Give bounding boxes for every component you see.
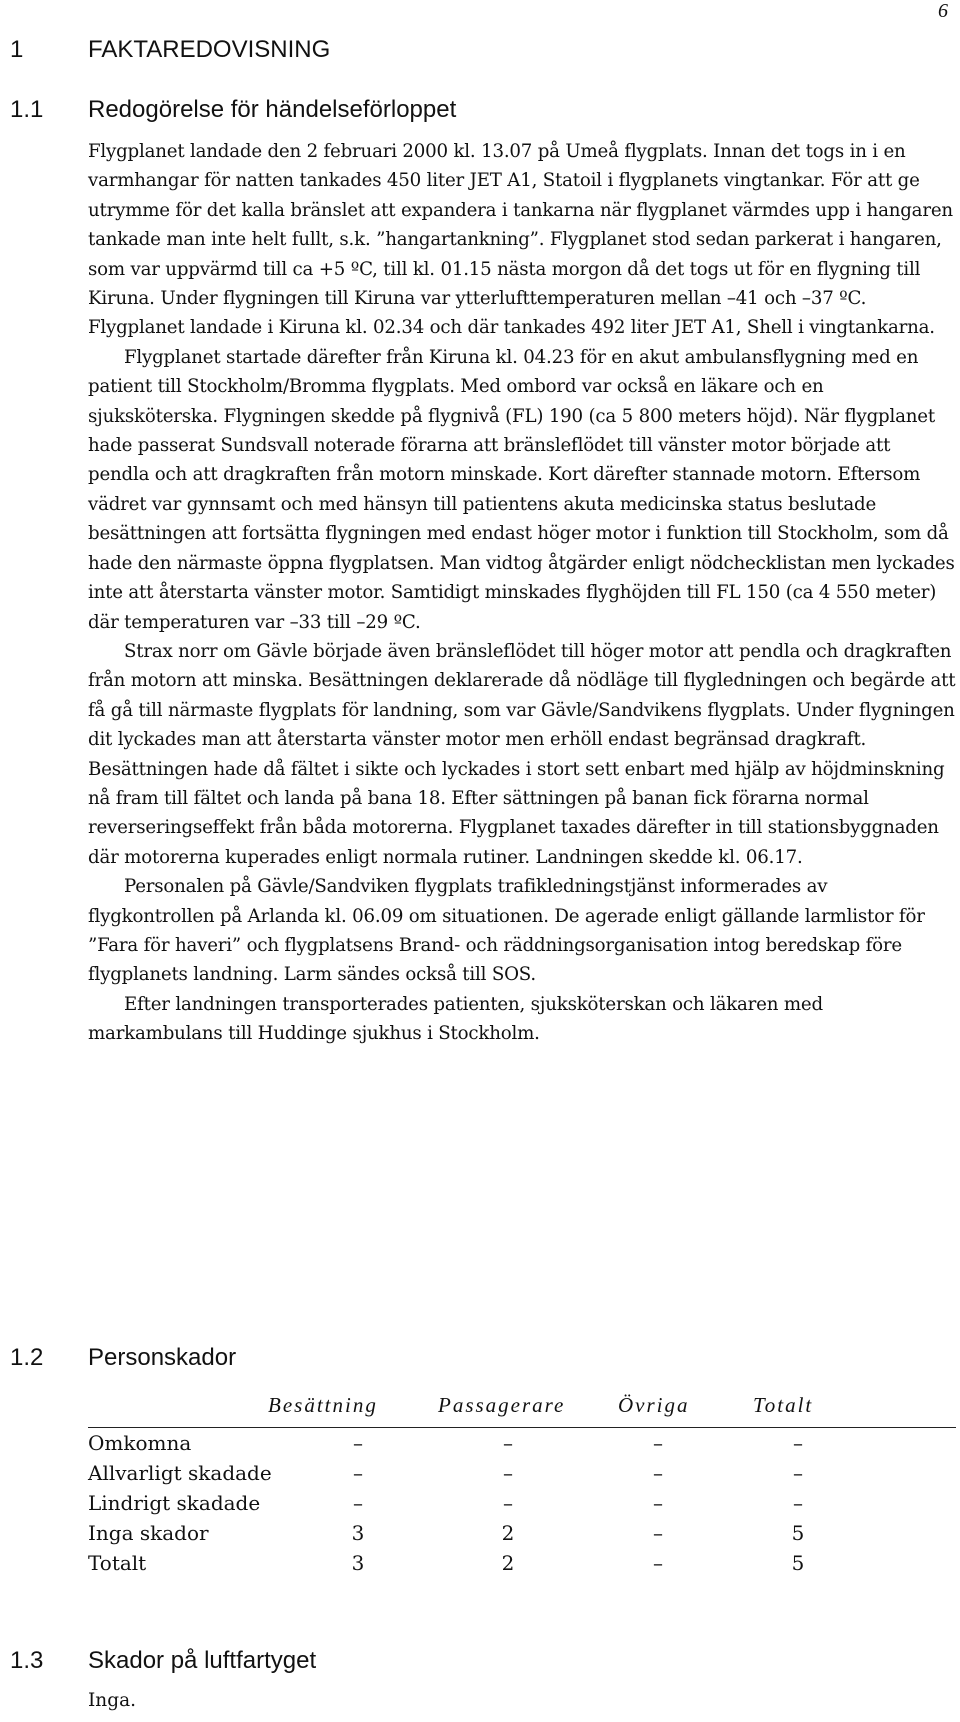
section-number: 1.3	[10, 1647, 44, 1674]
cell: 5	[791, 1551, 805, 1575]
cell: –	[503, 1431, 513, 1455]
section-title: Redogörelse för händelseförloppet	[88, 96, 457, 123]
cell: –	[653, 1461, 663, 1485]
cell: 3	[351, 1521, 365, 1545]
cell: –	[353, 1431, 363, 1455]
paragraph: Flygplanet landade den 2 februari 2000 kl. 13.07 på Umeå flygplats. Innan det togs in i en varmhangar för natten tankades 450 liter JET A1, Statoil i flygplanets vingtankar. För att ge utrymme för det kalla bränslet att expandera i tankarna när flygplanet värmdes upp i hangaren tankade man inte helt fullt, s.k. ”hangartankning”. Flygplanet stod sedan parkerat i hangaren, som var uppvärmd till ca +5 ºC, till kl. 01.15 nästa morgon då det togs ut för en flygning till Kiruna. Under flygningen till Kiruna var ytterlufttemperaturen mellan –41 och –37 ºC. Flygplanet landade i Kiruna kl. 02.34 och där tankades 492 liter JET A1, Shell i vingtankarna.	[88, 141, 953, 339]
cell: 2	[501, 1521, 515, 1545]
section-title: FAKTAREDOVISNING	[88, 36, 331, 63]
cell: 2	[501, 1551, 515, 1575]
row-label: Inga skador	[88, 1521, 209, 1545]
section-heading-1-1	[10, 96, 456, 124]
cell: –	[653, 1521, 663, 1545]
row-label: Totalt	[88, 1551, 147, 1575]
table-row	[88, 1518, 956, 1548]
cell: –	[793, 1461, 803, 1485]
column-header-total: Totalt	[753, 1393, 814, 1417]
cell: –	[653, 1551, 663, 1575]
cell: –	[503, 1461, 513, 1485]
cell: –	[353, 1491, 363, 1515]
cell: –	[653, 1491, 663, 1515]
section-title: Personskador	[88, 1344, 237, 1371]
column-header-passengers: Passagerare	[438, 1393, 566, 1417]
column-header-others: Övriga	[618, 1393, 690, 1417]
paragraph: Efter landningen transporterades patienten, sjuksköterskan och läkaren med markambulans till Huddinge sjukhus i Stockholm.	[88, 993, 823, 1045]
section-heading-1	[10, 36, 330, 64]
cell: 3	[351, 1551, 365, 1575]
table-row	[88, 1428, 956, 1458]
paragraph: Strax norr om Gävle började även bränsleflödet till höger motor att pendla och dragkraften från motorn att minska. Besättningen deklarerade då nödläge till flygledningen och begärde att få gå till närmaste flygplats för landning, som var Gävle/Sandvikens flygplats. Under flygningen dit lyckades man att återstarta vänster motor men erhöll endast begränsad dragkraft. Besättningen hade då fältet i sikte och lyckades i stort sett enbart med hjälp av höjdminskning nå fram till fältet och landa på bana 18. Efter sättningen på banan fick förarna normal reverseringseffekt från båda motorerna. Flygplanet taxades därefter in till stationsbyggnaden där motorerna kuperades enligt normala rutiner. Landningen skedde kl. 06.17.	[88, 640, 956, 868]
page-number: 6	[938, 0, 948, 22]
section-number: 1.1	[10, 96, 44, 123]
table-header	[88, 1393, 956, 1428]
column-header-crew: Besättning	[268, 1393, 378, 1417]
cell: 5	[791, 1521, 805, 1545]
section-number: 1.2	[10, 1344, 44, 1371]
cell: –	[653, 1431, 663, 1455]
row-label: Omkomna	[88, 1431, 192, 1455]
cell: –	[503, 1491, 513, 1515]
aircraft-damage-text: Inga.	[88, 1690, 136, 1711]
row-label: Allvarligt skadade	[88, 1461, 272, 1485]
table-row	[88, 1458, 956, 1488]
section-heading-1-2	[10, 1344, 236, 1372]
cell: –	[353, 1461, 363, 1485]
cell: –	[793, 1491, 803, 1515]
table-row	[88, 1488, 956, 1518]
section-heading-1-3	[10, 1647, 316, 1675]
event-description	[88, 137, 956, 1049]
row-label: Lindrigt skadade	[88, 1491, 261, 1515]
paragraph: Flygplanet startade därefter från Kiruna kl. 04.23 för en akut ambulansflygning med en patient till Stockholm/Bromma flygplats. Med ombord var också en läkare och en sjuksköterska. Flygningen skedde på flygnivå (FL) 190 (ca 5 800 meters höjd). När flygplanet hade passerat Sundsvall noterade förarna att bränsleflödet till vänster motor började att pendla och att dragkraften från motorn minskade. Kort därefter stannade motorn. Eftersom vädret var gynnsamt och med hänsyn till patientens akuta medicinska status beslutade besättningen att fortsätta flygningen med endast höger motor i funktion till Stockholm, som då hade den närmaste öppna flygplatsen. Man vidtog åtgärder enligt nödchecklistan men lyckades inte att återstarta vänster motor. Samtidigt minskades flyghöjden till FL 150 (ca 4 550 meter) där temperaturen var –33 till –29 ºC.	[88, 346, 955, 633]
section-number: 1	[10, 36, 24, 63]
injury-table	[88, 1393, 956, 1578]
cell: –	[793, 1431, 803, 1455]
table-row	[88, 1548, 956, 1578]
paragraph: Personalen på Gävle/Sandviken flygplats trafikledningstjänst informerades av flygkontrollen på Arlanda kl. 06.09 om situationen. De agerade enligt gällande larmlistor för ”Fara för haveri” och flygplatsens Brand- och räddningsorganisation intog beredskap före flygplanets landning. Larm sändes också till SOS.	[88, 876, 925, 986]
section-title: Skador på luftfartyget	[88, 1647, 317, 1674]
